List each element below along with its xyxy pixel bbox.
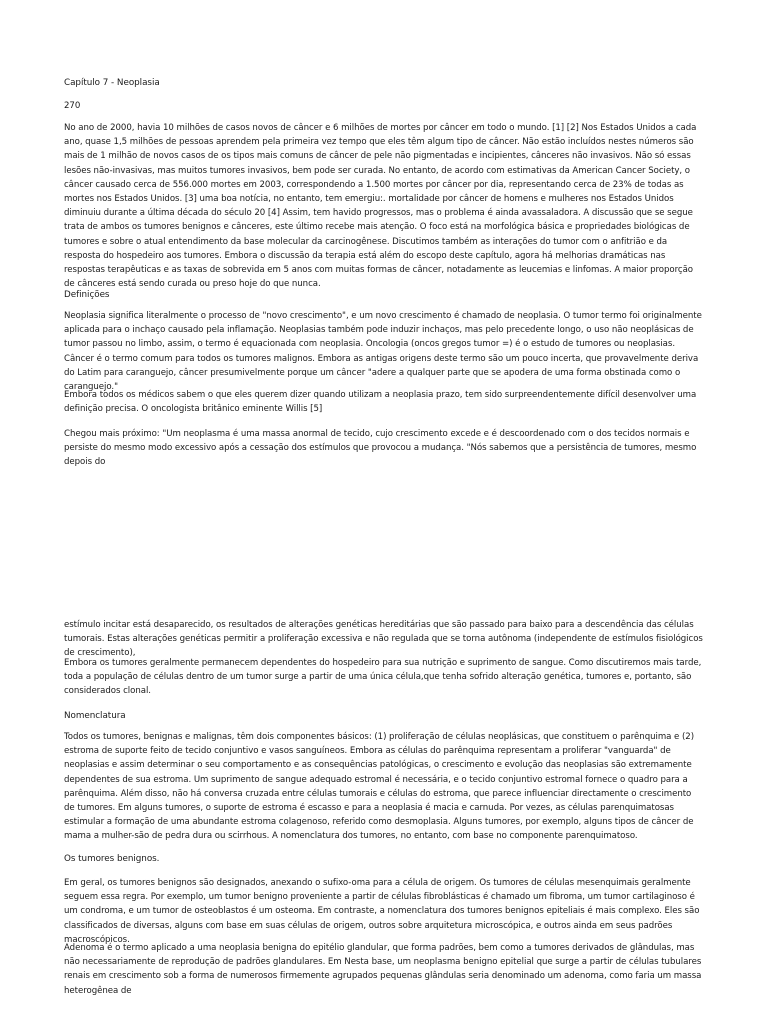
- page-number: 270: [64, 101, 81, 111]
- benignos-paragraph: Em geral, os tumores benignos são designados, anexando o sufixo-oma para a célula de origem. Os tumores de células mesenquimais geralmente seguem essa regra. Por exemplo, um tumor benigno proveniente a partir de células fibroblásticas é chamado um fibroma, um tumor cartilaginoso é um condroma, e um tumor de osteoblastos é um osteoma. Em contraste, a nomenclatura dos tumores benignos epiteliais é mais complexo. Eles são classificados de diversas, alguns com base em suas células de origem, outros sobre arquitetura microscópica, e outros ainda em seus padrões macroscópicos.: [64, 878, 700, 945]
- section-heading-benignos: Os tumores benignos.: [64, 854, 160, 864]
- clonal-paragraph: Embora os tumores geralmente permanecem dependentes do hospedeiro para sua nutrição e suprimento de sangue. Como discutiremos mais tarde, toda a população de células dentro de um tumor surge a partir de uma única célula,que tenha sofrido alteração genética, tumores e, portanto, são considerados clonal.: [64, 658, 702, 697]
- definicoes-paragraph-3: Chegou mais próximo: "Um neoplasma é uma massa anormal de tecido, cujo crescimento excede e é descoordenado com o dos tecidos normais e persiste do mesmo modo excessivo após a cessação dos estímulos que provocou a mudança. "Nós sabemos que a persistência de tumores, mesmo depois do: [64, 429, 697, 468]
- definicoes-paragraph-1: Neoplasia significa literalmente o processo de "novo crescimento", e um novo crescimento é chamado de neoplasia. O tumor termo foi originalmente aplicada para o inchaço causado pela inflamação. Neoplasias também pode induzir inchaços, mas pelo precedente longo, o uso não neoplásicas de tumor passou no limbo, assim, o termo é equacionada com neoplasia. Oncologia (oncos gregos tumor =) é o estudo de tumores ou neoplasias. Câncer é o termo comum para todos os tumores malignos. Embora as antigas origens deste termo são um pouco incerta, que provavelmente deriva do Latim para caranguejo, câncer presumivelmente porque um câncer "adere a qualquer parte que se apodera de uma forma obstinada como o caranguejo.": [64, 311, 702, 393]
- adenoma-paragraph: Adenoma é o termo aplicado a uma neoplasia benigna do epitélio glandular, que forma padrões, bem como a tumores derivados de glândulas, mas não necessariamente de reprodução de padrões glandulares. Em Nesta base, um neoplasma benigno epitelial que surge a partir de células tubulares renais em crescimento sob a forma de numerosos firmemente agrupados pequenas glândulas seria denominado um adenoma, como faria um massa heterogênea de: [64, 943, 702, 996]
- definicoes-paragraph-2: Embora todos os médicos sabem o que eles querem dizer quando utilizam a neoplasia prazo, tem sido surpreendentemente difícil desenvolver uma definição precisa. O oncologista britânico eminente Willis [5]: [64, 390, 697, 415]
- nomenclatura-paragraph: Todos os tumores, benignas e malignas, têm dois componentes básicos: (1) proliferação de células neoplásicas, que constituem o parênquima e (2) estroma de suporte feito de tecido conjuntivo e vasos sanguíneos. Embora as células do parênquima representam a proliferar "vanguarda" de neoplasias e assim determinar o seu comportamento e as consequências patológicas, o crescimento e evolução das neoplasias são extremamente dependentes de sua estroma. Um suprimento de sangue adequado estromal é necessária, e o tecido conjuntivo estromal fornece o quadro para a parênquima. Além disso, não há conversa cruzada entre células tumorais e células do estroma, que parece influenciar directamente o crescimento de tumores. Em alguns tumores, o suporte de estroma é escasso e para a neoplasia é macia e carnuda. Por vezes, as células parenquimatosas estimular a formação de uma abundante estroma colagenoso, referido como desmoplasia. Alguns tumores, por exemplo, alguns tipos de câncer de mama a mulher-são de pedra dura ou scirrhous. A nomenclatura dos tumores, no entanto, com base no componente parenquimatoso.: [64, 732, 694, 842]
- intro-paragraph: No ano de 2000, havia 10 milhões de casos novos de câncer e 6 milhões de mortes por câncer em todo o mundo. [1] [2] Nos Estados Unidos a cada ano, quase 1,5 milhões de pessoas aprendem pela primeira vez tempo que eles têm algum tipo de câncer. Não estão incluídos nestes números são mais de 1 milhão de novos casos de os tipos mais comuns de câncer de pele não pigmentadas e incipientes, cânceres não invasivos. Não só essas lesões não-invasivas, mas muitos tumores invasivos, bem pode ser curada. No entanto, de acordo com estimativas da American Cancer Society, o câncer causado cerca de 556.000 mortes em 2003, correspondendo a 1.500 mortes por câncer por dia, representando cerca de 23% de todas as mortes nos Estados Unidos. [3] uma boa notícia, no entanto, tem emergiu:. mortalidade por câncer de homens e mulheres nos Estados Unidos diminuiu durante a última década do século 20 [4] Assim, tem havido progressos, mas o problema é ainda avassaladora. A discussão que se segue trata de ambos os tumores benignos e cânceres, este último recebe mais atenção. O foco está na morfológica básica e propriedades biológicas de tumores e sobre o atual entendimento da base molecular da carcinogênese. Discutimos também as interações do tumor com o anfitrião e da resposta do hospedeiro aos tumores. Embora o discussão da terapia está além do escopo deste capítulo, agora há melhorias dramáticas nas respostas terapêuticas e as taxas de sobrevida em 5 anos com muitas formas de câncer, notadamente as leucemias e linfomas. A maior proporção de cânceres está sendo curada ou preso hoje do que nunca.: [64, 123, 697, 290]
- continuation-paragraph: estímulo incitar está desaparecido, os resultados de alterações genéticas hereditárias que são passado para baixo para a descendência das células tumorais. Estas alterações genéticas permitir a proliferação excessiva e não regulada que se torna autônoma (independente de estímulos fisiológicos de crescimento),: [64, 620, 703, 659]
- section-heading-definicoes: Definições: [64, 290, 110, 300]
- chapter-title: Capítulo 7 - Neoplasia: [64, 78, 160, 88]
- section-heading-nomenclatura: Nomenclatura: [64, 711, 126, 721]
